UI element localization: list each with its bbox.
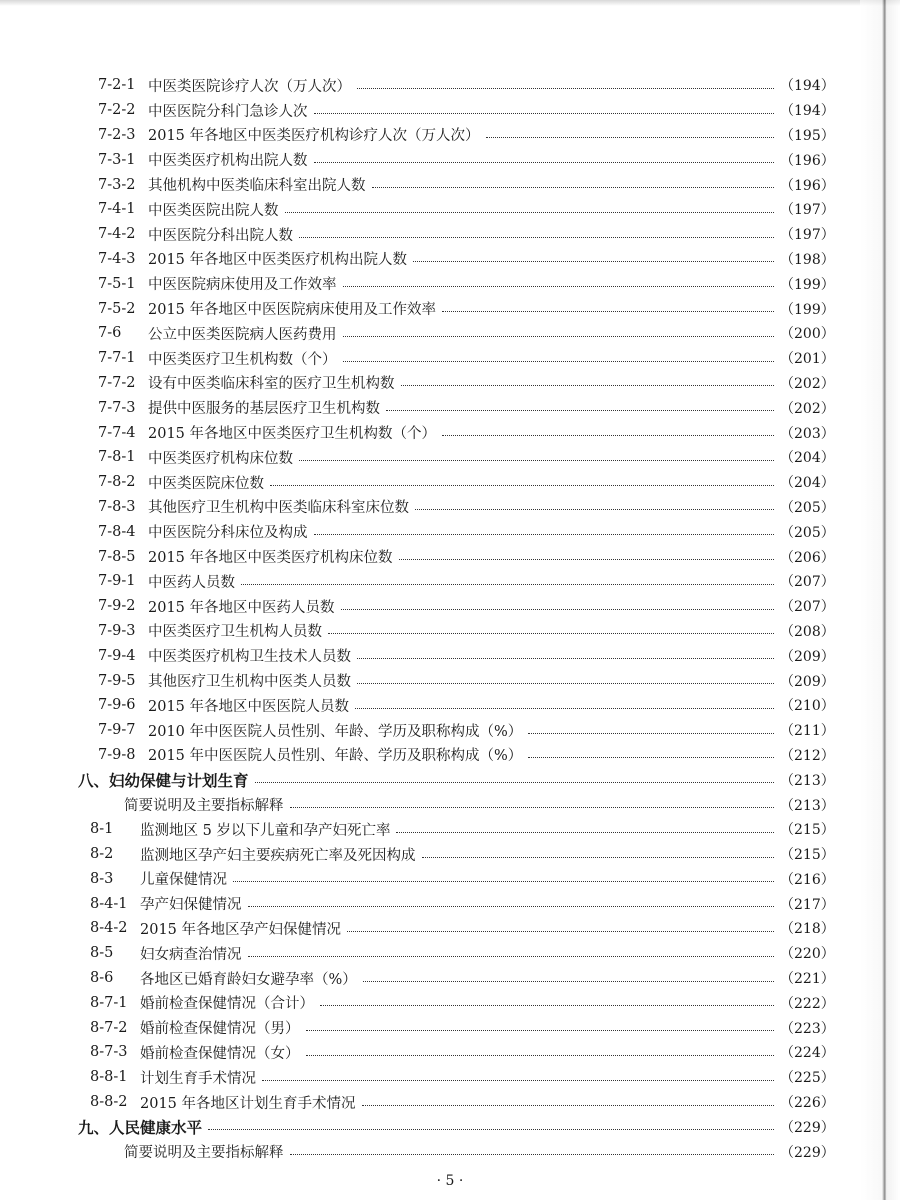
- toc-entry-number: 7-8-2: [98, 474, 136, 491]
- toc-dot-leader: [299, 237, 774, 238]
- toc-dot-leader: [362, 1105, 774, 1106]
- toc-entry-page: （209）: [780, 648, 835, 665]
- toc-entry: [0, 668, 900, 693]
- toc-entry-title: 2010 年中医医院人员性别、年龄、学历及职称构成（%）: [148, 723, 523, 740]
- toc-dot-leader: [347, 931, 774, 932]
- toc-entry-page: （197）: [780, 227, 835, 244]
- toc-entry-title: 中医医院分科出院人数: [148, 227, 293, 244]
- toc-entry-number: 7-4-1: [98, 201, 136, 218]
- toc-entry-number: 7-3-1: [98, 151, 136, 168]
- toc-entry-page: （202）: [780, 400, 835, 417]
- toc-entry: [0, 123, 900, 148]
- toc-dot-leader: [248, 906, 775, 907]
- toc-entry: [0, 594, 900, 619]
- toc-entry-title: 监测地区孕产妇主要疾病死亡率及死因构成: [140, 847, 416, 864]
- toc-entry-title: 婚前检查保健情况（男）: [140, 1021, 300, 1038]
- toc-entry-number: 7-9-3: [98, 622, 136, 639]
- toc-section-title: 九、人民健康水平: [78, 1117, 203, 1137]
- toc-entry-page: （223）: [780, 1020, 835, 1037]
- toc-entry: [0, 718, 900, 743]
- toc-dot-leader: [290, 1154, 775, 1155]
- toc-entry-page: （208）: [780, 623, 835, 640]
- toc-entry-page: （213）: [780, 772, 835, 789]
- toc-dot-leader: [314, 113, 775, 114]
- toc-entry-page: （218）: [780, 921, 835, 938]
- toc-entry: [0, 395, 900, 420]
- toc-dot-leader: [486, 137, 774, 138]
- toc-entry: [0, 247, 900, 272]
- toc-entry: [0, 891, 900, 916]
- toc-dot-leader: [357, 88, 774, 89]
- toc-entry: [0, 867, 900, 892]
- toc-entry-title: 2015 年各地区中医类医疗机构诊疗人次（万人次）: [148, 128, 480, 145]
- toc-entry-page: （220）: [780, 946, 835, 963]
- toc-entry-title: 中医类医疗卫生机构人员数: [148, 624, 322, 641]
- toc-section-title: 八、妇幼保健与计划生育: [78, 770, 249, 790]
- toc-dot-leader: [255, 782, 774, 783]
- toc-entry-title: 其他医疗卫生机构中医类人员数: [148, 674, 351, 691]
- toc-entry-number: 7-7-1: [98, 350, 136, 367]
- toc-entry-number: 8-7-1: [90, 994, 128, 1011]
- toc-entry: [0, 792, 900, 817]
- toc-entry-title: 各地区已婚育龄妇女避孕率（%）: [140, 971, 357, 988]
- toc-dot-leader: [399, 559, 774, 560]
- toc-entry: [0, 321, 900, 346]
- toc-entry-title: 中医医院分科门急诊人次: [148, 103, 308, 120]
- toc-entry-number: 7-5-1: [98, 275, 136, 292]
- toc-dot-leader: [306, 1030, 775, 1031]
- toc-dot-leader: [357, 658, 774, 659]
- toc-entry-number: 7-5-2: [98, 300, 136, 317]
- toc-entry-page: （200）: [780, 326, 835, 343]
- toc-entry-title: 设有中医类临床科室的医疗卫生机构数: [148, 376, 395, 393]
- toc-dot-leader: [262, 1080, 774, 1081]
- toc-entry-number: 8-8-1: [90, 1069, 128, 1086]
- toc-dot-leader: [372, 187, 775, 188]
- toc-entry-number: 8-4-1: [90, 895, 128, 912]
- toc-dot-leader: [343, 361, 775, 362]
- toc-entry-title: 中医医院分科床位及构成: [148, 525, 308, 542]
- toc-entry-page: （203）: [780, 425, 835, 442]
- toc-entry-title: 中医药人员数: [148, 574, 235, 591]
- toc-entry-title: 妇女病查治情况: [140, 946, 242, 963]
- toc-entry-title: 2015 年各地区中医类医疗机构床位数: [148, 550, 393, 567]
- toc-entry-number: 8-4-2: [90, 920, 128, 937]
- toc-entry: [0, 842, 900, 867]
- toc-entry-page: （215）: [780, 822, 835, 839]
- toc-entry: [0, 470, 900, 495]
- toc-entry: [0, 990, 900, 1015]
- toc-entry: [0, 222, 900, 247]
- toc-entry-page: （199）: [780, 276, 835, 293]
- toc-entry-page: （196）: [780, 177, 835, 194]
- toc-entry-page: （207）: [780, 574, 835, 591]
- toc-entry-number: 7-9-5: [98, 672, 136, 689]
- toc-dot-leader: [208, 1129, 774, 1130]
- toc-entry: [0, 296, 900, 321]
- toc-dot-leader: [442, 311, 774, 312]
- toc-entry-title: 中医类医疗卫生机构数（个）: [148, 351, 337, 368]
- toc-entry: [0, 643, 900, 668]
- toc-entry: [0, 73, 900, 98]
- toc-entry: [0, 1139, 900, 1164]
- toc-entry-page: （195）: [780, 127, 835, 144]
- toc-dot-leader: [290, 807, 775, 808]
- toc-entry: [0, 172, 900, 197]
- toc-entry-number: 7-8-1: [98, 449, 136, 466]
- toc-entry-number: 7-3-2: [98, 176, 136, 193]
- toc-dot-leader: [341, 609, 774, 610]
- toc-dot-leader: [363, 981, 774, 982]
- toc-entry: [0, 1015, 900, 1040]
- toc-dot-leader: [422, 857, 775, 858]
- toc-entry: [0, 147, 900, 172]
- toc-entry-number: 7-8-4: [98, 523, 136, 540]
- toc-entry-page: （205）: [780, 524, 835, 541]
- toc-entry-page: （211）: [780, 723, 835, 740]
- toc-dot-leader: [528, 733, 774, 734]
- toc-entry-page: （201）: [780, 351, 835, 368]
- toc-entry-page: （212）: [780, 747, 835, 764]
- toc-dot-leader: [401, 385, 775, 386]
- toc-entry-number: 7-9-6: [98, 697, 136, 714]
- toc-dot-leader: [285, 212, 775, 213]
- toc-entry-page: （194）: [780, 103, 835, 120]
- toc-entry-number: 7-2-1: [98, 77, 136, 94]
- toc-entry-page: （206）: [780, 549, 835, 566]
- toc-dot-leader: [343, 286, 775, 287]
- toc-entry-title: 中医医院病床使用及工作效率: [148, 277, 337, 294]
- toc-entry-page: （229）: [780, 1144, 835, 1161]
- toc-dot-leader: [442, 435, 774, 436]
- table-of-contents: [0, 73, 900, 1164]
- toc-entry-page: （204）: [780, 475, 835, 492]
- toc-entry-title: 提供中医服务的基层医疗卫生机构数: [148, 401, 380, 418]
- toc-entry-title: 孕产妇保健情况: [140, 897, 242, 914]
- toc-entry-title: 婚前检查保健情况（合计）: [140, 996, 314, 1013]
- toc-entry-page: （224）: [780, 1045, 835, 1062]
- toc-entry-title: 其他机构中医类临床科室出院人数: [148, 178, 366, 195]
- toc-section-heading: [0, 1114, 900, 1139]
- toc-entry: [0, 916, 900, 941]
- toc-entry: [0, 1090, 900, 1115]
- toc-dot-leader: [270, 485, 774, 486]
- toc-entry-title: 公立中医类医院病人医药费用: [148, 326, 337, 343]
- toc-entry-number: 7-4-2: [98, 226, 136, 243]
- toc-entry-page: （210）: [780, 698, 835, 715]
- toc-entry: [0, 445, 900, 470]
- toc-entry-title: 监测地区 5 岁以下儿童和孕产妇死亡率: [140, 822, 391, 839]
- toc-dot-leader: [355, 708, 774, 709]
- toc-entry-number: 7-2-2: [98, 102, 136, 119]
- toc-entry-number: 7-9-4: [98, 647, 136, 664]
- toc-entry-title: 2015 年各地区孕产妇保健情况: [140, 921, 342, 938]
- toc-dot-leader: [328, 633, 774, 634]
- toc-entry-number: 7-9-7: [98, 722, 136, 739]
- toc-entry-page: （209）: [780, 673, 835, 690]
- toc-entry-title: 中医类医疗机构卫生技术人员数: [148, 649, 351, 666]
- toc-entry-page: （194）: [780, 78, 835, 95]
- toc-entry-title: 2015 年各地区中医药人员数: [148, 599, 335, 616]
- toc-entry-number: 7-7-2: [98, 374, 136, 391]
- toc-entry: [0, 693, 900, 718]
- toc-entry: [0, 420, 900, 445]
- toc-entry-title: 中医类医疗机构床位数: [148, 450, 293, 467]
- toc-entry-page: （221）: [780, 971, 835, 988]
- toc-entry-title: 2015 年各地区中医类医疗机构出院人数: [148, 252, 408, 269]
- toc-entry: [0, 271, 900, 296]
- toc-entry-title: 儿童保健情况: [140, 872, 227, 889]
- toc-entry-page: （225）: [780, 1070, 835, 1087]
- toc-entry-number: 7-9-2: [98, 598, 136, 615]
- toc-entry: [0, 371, 900, 396]
- toc-entry: [0, 569, 900, 594]
- toc-entry-number: 8-2: [90, 846, 114, 863]
- toc-entry-number: 8-3: [90, 870, 114, 887]
- toc-entry-title: 2015 年各地区计划生育手术情况: [140, 1095, 356, 1112]
- toc-entry: [0, 519, 900, 544]
- toc-entry-page: （204）: [780, 450, 835, 467]
- toc-entry-number: 8-1: [90, 821, 114, 838]
- toc-entry-number: 7-7-3: [98, 399, 136, 416]
- toc-entry-number: 8-5: [90, 945, 114, 962]
- toc-entry-title: 计划生育手术情况: [140, 1070, 256, 1087]
- toc-entry: [0, 743, 900, 768]
- toc-dot-leader: [241, 584, 774, 585]
- toc-entry: [0, 1040, 900, 1065]
- toc-entry-number: 7-2-3: [98, 126, 136, 143]
- toc-entry-title: 2015 年各地区中医医院人员数: [148, 698, 350, 715]
- toc-entry-page: （222）: [780, 995, 835, 1012]
- toc-entry-title: 婚前检查保健情况（女）: [140, 1045, 300, 1062]
- toc-dot-leader: [413, 261, 774, 262]
- toc-entry: [0, 544, 900, 569]
- toc-entry-page: （215）: [780, 847, 835, 864]
- toc-entry-number: 7-4-3: [98, 250, 136, 267]
- toc-entry-page: （198）: [780, 251, 835, 268]
- toc-entry-title: 中医类医院出院人数: [148, 202, 279, 219]
- toc-entry-number: 7-9-1: [98, 573, 136, 590]
- toc-entry-number: 7-8-3: [98, 498, 136, 515]
- toc-entry-title: 中医类医疗机构出院人数: [148, 153, 308, 170]
- toc-entry-page: （205）: [780, 499, 835, 516]
- toc-dot-leader: [306, 1055, 775, 1056]
- toc-entry: [0, 346, 900, 371]
- toc-dot-leader: [320, 1005, 774, 1006]
- toc-entry-page: （199）: [780, 301, 835, 318]
- toc-dot-leader: [314, 162, 775, 163]
- toc-entry: [0, 817, 900, 842]
- toc-entry-title: 2015 年各地区中医类医疗卫生机构数（个）: [148, 426, 437, 443]
- toc-entry: [0, 197, 900, 222]
- toc-entry-number: 8-8-2: [90, 1094, 128, 1111]
- toc-entry-title: 其他医疗卫生机构中医类临床科室床位数: [148, 500, 409, 517]
- toc-entry-number: 7-6: [98, 325, 122, 342]
- toc-entry: [0, 495, 900, 520]
- toc-entry: [0, 619, 900, 644]
- toc-entry-number: 7-8-5: [98, 548, 136, 565]
- toc-dot-leader: [528, 757, 774, 758]
- toc-dot-leader: [396, 832, 774, 833]
- toc-dot-leader: [233, 881, 774, 882]
- toc-entry-page: （213）: [780, 797, 835, 814]
- toc-dot-leader: [343, 336, 775, 337]
- toc-section-heading: [0, 767, 900, 792]
- page-number: · 5 ·: [436, 1173, 464, 1189]
- page-edge-shadow: [0, 0, 900, 6]
- toc-entry-page: （196）: [780, 152, 835, 169]
- toc-entry-number: 7-9-8: [98, 746, 136, 763]
- toc-entry-number: 8-7-2: [90, 1019, 128, 1036]
- toc-entry: [0, 941, 900, 966]
- toc-entry-page: （229）: [780, 1119, 835, 1136]
- toc-entry-title: 简要说明及主要指标解释: [124, 798, 284, 814]
- toc-entry-title: 2015 年各地区中医医院病床使用及工作效率: [148, 302, 437, 319]
- toc-dot-leader: [314, 534, 775, 535]
- toc-entry: [0, 1065, 900, 1090]
- toc-entry-page: （217）: [780, 896, 835, 913]
- toc-entry-number: 8-7-3: [90, 1044, 128, 1061]
- toc-dot-leader: [386, 410, 774, 411]
- toc-entry-number: 7-7-4: [98, 424, 136, 441]
- toc-entry: [0, 966, 900, 991]
- toc-dot-leader: [299, 460, 774, 461]
- toc-entry-page: （197）: [780, 202, 835, 219]
- toc-entry-page: （202）: [780, 375, 835, 392]
- toc-entry-page: （226）: [780, 1095, 835, 1112]
- toc-entry-number: 8-6: [90, 970, 114, 987]
- toc-entry-title: 2015 年中医医院人员性别、年龄、学历及职称构成（%）: [148, 748, 523, 765]
- toc-entry: [0, 98, 900, 123]
- toc-dot-leader: [415, 509, 774, 510]
- toc-entry-title: 简要说明及主要指标解释: [124, 1145, 284, 1162]
- toc-entry-page: （216）: [780, 871, 835, 888]
- toc-entry-title: 中医类医院床位数: [148, 475, 264, 492]
- toc-dot-leader: [357, 683, 774, 684]
- toc-entry-page: （207）: [780, 599, 835, 616]
- toc-entry-title: 中医类医院诊疗人次（万人次）: [148, 78, 351, 95]
- toc-dot-leader: [248, 956, 775, 957]
